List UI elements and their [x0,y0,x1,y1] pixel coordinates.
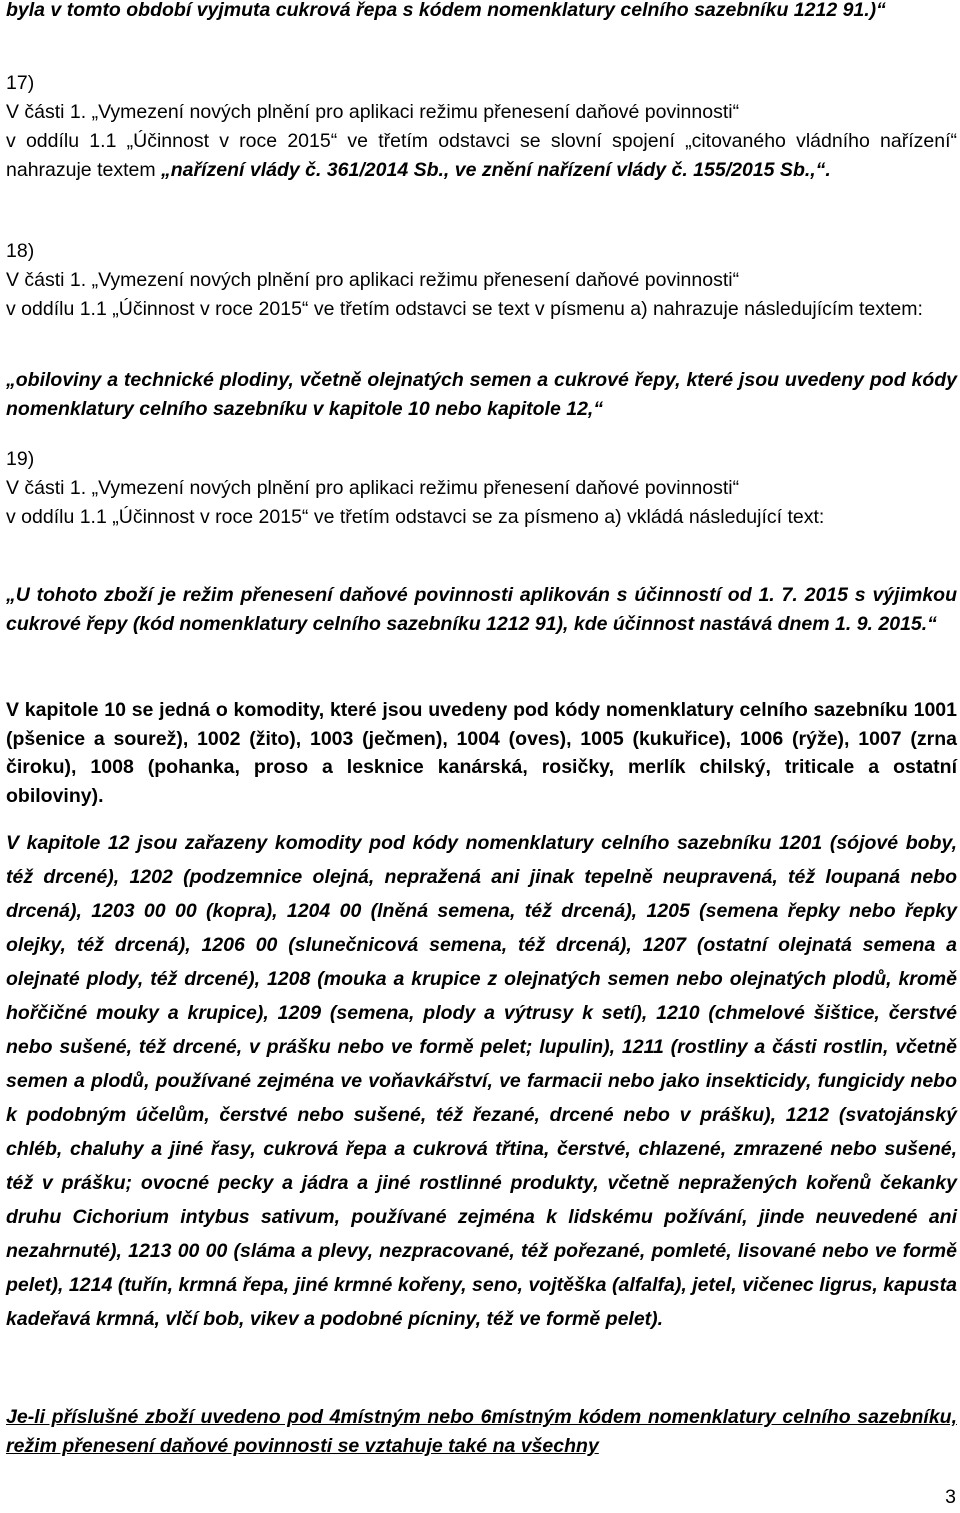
item-17-replacement-text: „nařízení vlády č. 361/2014 Sb., ve znění nařízení vlády č. 155/2015 Sb.,“. [161,159,831,181]
carryover-text [6,0,957,25]
item-19-quote-text: „U tohoto zboží je režim přenesení daňové povinnosti aplikován s účinností od 1. 7. 2015 s výjimkou cukrové řepy (kód nomenklatury celního sazebníku 1212 91), kde účinnost nastává dnem 1. 9. 2015.“ [6,584,957,635]
final-paragraph-text: Je-li příslušné zboží uvedeno pod 4místným nebo 6místným kódem nomenklatury celního sazebníku, režim přenesení daňové povinnosti se vztahuje také na všechny [6,1406,957,1457]
item-17-line-2 [6,127,957,185]
final-paragraph [6,1403,957,1461]
item-19-quote [6,581,957,639]
chapter-10-text: V kapitole 10 se jedná o komodity, které jsou uvedeny pod kódy nomenklatury celního sazebníku 1001 (pšenice a sourež), 1002 (žito), 1003 (ječmen), 1004 (oves), 1005 (kukuřice), 1006 (rýže), 1007 (zrna čiroku), 1008 (pohanka, proso a lesknice kanárská, rosičky, merlík chilský, triticale a ostatní obiloviny). [6,699,957,807]
item-18 [6,237,957,324]
carryover-paragraph: byla v tomto období vyjmuta cukrová řepa s kódem nomenklatury celního sazebníku 1212 91.)“ [6,0,886,21]
item-19 [6,445,957,532]
item-19-line-2: v oddílu 1.1 „Účinnost v roce 2015“ ve třetím odstavci se za písmeno a) vkládá následující text: [6,506,825,528]
item-17-number: 17) [6,72,35,94]
item-18-quote [6,366,957,424]
item-18-line-2: v oddílu 1.1 „Účinnost v roce 2015“ ve třetím odstavci se text v písmenu a) nahrazuje následujícím textem: [6,298,923,320]
item-18-line-1: V části 1. „Vymezení nových plnění pro aplikaci režimu přenesení daňové povinnosti“ [6,269,740,291]
chapter-10-paragraph [6,696,957,810]
page-number: 3 [945,1486,956,1508]
item-17-line-1: V části 1. „Vymezení nových plnění pro aplikaci režimu přenesení daňové povinnosti“ [6,101,740,123]
item-19-number: 19) [6,448,35,470]
item-17 [6,69,957,185]
item-18-quote-text: „obiloviny a technické plodiny, včetně olejnatých semen a cukrové řepy, které jsou uvedeny pod kódy nomenklatury celního sazebníku v kapitole 10 nebo kapitole 12,“ [6,369,957,420]
item-18-number: 18) [6,240,35,262]
item-19-line-1: V části 1. „Vymezení nových plnění pro aplikaci režimu přenesení daňové povinnosti“ [6,477,740,499]
chapter-12-text: V kapitole 12 jsou zařazeny komodity pod kódy nomenklatury celního sazebníku 1201 (sójové boby, též drcené), 1202 (podzemnice olejná, nepražená ani jinak tepelně neupravená, též loupaná nebo drcená), 1203 00 00 (kopra), 1204 00 (lněná semena, též drcená), 1205 (semena řepky nebo řepky olejky, též drcená), 1206 00 (slunečnicová semena, též drcená), 1207 (ostatní olejnatá semena a olejnaté plody, též drcené), 1208 (mouka a krupice z olejnatých semen nebo olejnatých plodů, kromě hořčičné mouky a krupice), 1209 (semena, plody a výtrusy k setí), 1210 (chmelové šištice, čerstvé nebo sušené, též drcené, v prášku nebo ve formě pelet; lupulin), 1211 (rostliny a části rostlin, včetně semen a plodů, používané zejména ve voňavkářství, ve farmacii nebo jako insekticidy, fungicidy nebo k podobným účelům, čerstvé nebo sušené, též řezané, drcené nebo v prášku), 1212 (svatojánský chléb, chaluhy a jiné řasy, cukrová řepa a cukrová třtina, čerstvé, chlazené, zmrazené nebo sušené, též v prášku; ovocné pecky a jádra a jiné rostlinné produkty, včetně nepražených kořenů čekanky druhu Cichorium intybus sativum, používané zejména k lidskému požívání, jinde neuvedené ani nezahrnuté), 1213 00 00 (sláma a plevy, nezpracované, též pořezané, pomleté, lisované nebo ve formě pelet), 1214 (tuřín, krmná řepa, jiné krmné kořeny, seno, vojtěška (alfalfa), jetel, vičenec ligrus, kapusta kadeřavá krmná, vlčí bob, vikev a podobné pícniny, též ve formě pelet). [6,832,957,1330]
chapter-12-paragraph [6,826,957,1336]
item-17-line-2-text: v oddílu 1.1 „Účinnost v roce 2015“ ve třetím odstavci se slovní spojení „citovaného vládního nařízení“ nahrazuje textem [6,130,957,181]
